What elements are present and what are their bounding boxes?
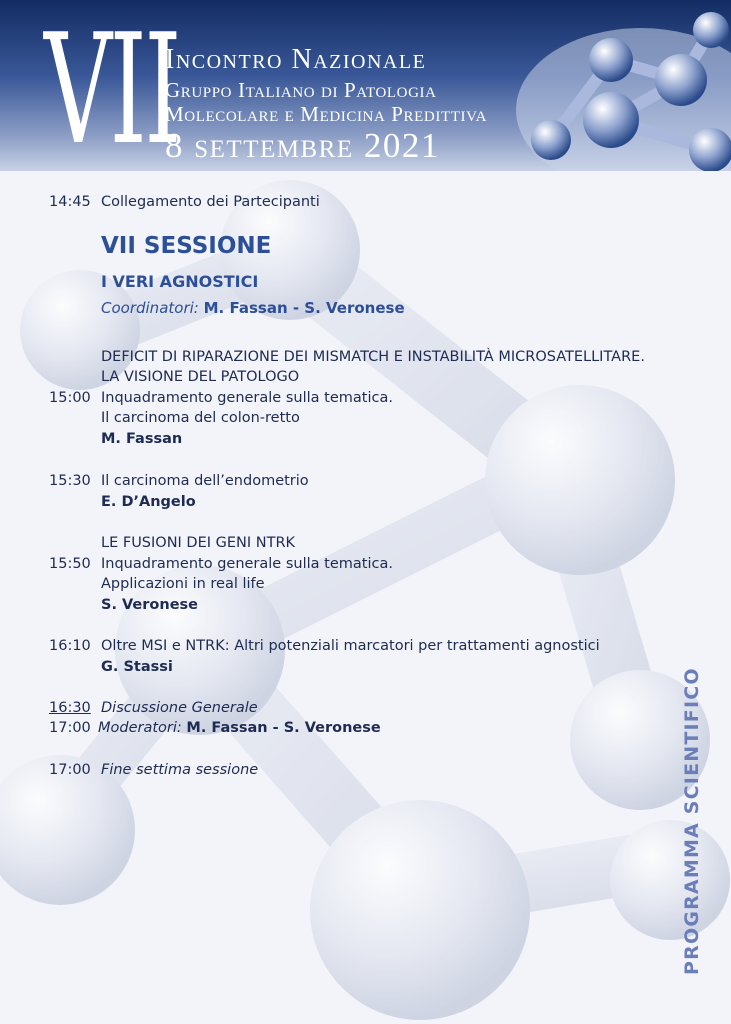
edition-roman-numeral: VII: [44, 1, 180, 171]
item-text: Discussione Generale: [101, 700, 258, 716]
sidebar-label: PROGRAMMA SCIENTIFICO: [681, 667, 703, 975]
item-text: Collegamento dei Partecipanti: [101, 194, 320, 210]
session-title: VII SESSIONE: [101, 233, 272, 259]
session-coordinators: [101, 299, 405, 317]
item-text: Fine settima sessione: [101, 762, 259, 778]
section-heading-line2: LA VISIONE DEL PATOLOGO: [101, 369, 300, 385]
moderators: [98, 718, 381, 738]
time-label: 16:10: [49, 638, 91, 654]
speaker-name: M. Fassan: [101, 431, 183, 447]
moderators-names: M. Fassan - S. Veronese: [186, 720, 381, 736]
time-label: 15:30: [49, 473, 91, 489]
speaker-name: E. D’Angelo: [101, 494, 196, 510]
event-subtitle: [165, 78, 487, 126]
section-heading-line1: DEFICIT DI RIPARAZIONE DEI MISMATCH E INSTABILITÀ MICROSATELLITARE.: [101, 349, 645, 365]
event-subtitle-line1: Gruppo Italiano di Patologia: [165, 78, 437, 102]
item-text: Il carcinoma del colon-retto: [101, 410, 300, 426]
item-text: Inquadramento generale sulla tematica.: [101, 390, 393, 406]
item-text: Applicazioni in real life: [101, 576, 265, 592]
item-text: Oltre MSI e NTRK: Altri potenziali marcatori per trattamenti agnostici: [101, 638, 600, 654]
speaker-name: G. Stassi: [101, 659, 173, 675]
event-subtitle-line2: Molecolare e Medicina Predittiva: [165, 102, 487, 126]
speaker-name: S. Veronese: [101, 597, 198, 613]
time-label: 16:30: [49, 700, 91, 716]
molecule-header-image: [511, 0, 731, 171]
event-date: 8 settembre 2021: [165, 126, 440, 165]
time-label: 15:00: [49, 390, 91, 406]
moderators-label: Moderatori:: [98, 720, 182, 736]
item-text: Il carcinoma dell’endometrio: [101, 473, 309, 489]
coordinators-names: M. Fassan - S. Veronese: [203, 299, 405, 317]
header-banner: [0, 0, 731, 171]
time-label: 17:00: [49, 762, 91, 778]
time-label: 14:45: [49, 194, 91, 210]
coordinators-label: Coordinatori:: [101, 299, 199, 317]
time-label: 15:50: [49, 556, 91, 572]
time-label: 17:00: [49, 720, 91, 736]
item-text: Inquadramento generale sulla tematica.: [101, 556, 393, 572]
session-subtitle: I VERI AGNOSTICI: [101, 272, 259, 291]
section-heading-line1: LE FUSIONI DEI GENI NTRK: [101, 535, 296, 551]
event-title: Incontro Nazionale: [165, 44, 427, 75]
